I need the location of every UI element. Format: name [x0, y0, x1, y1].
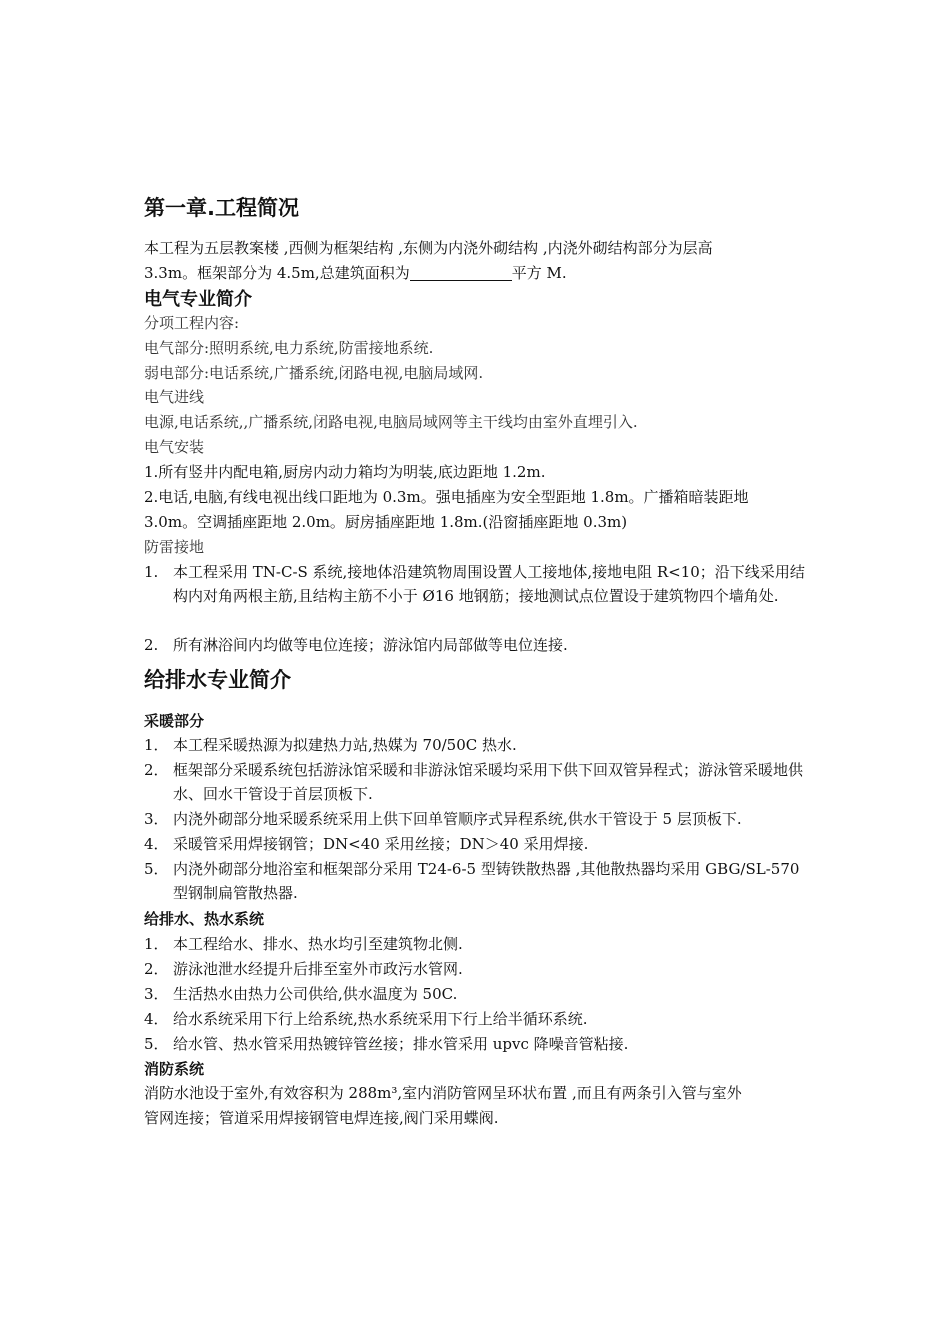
list-number: 3．: [144, 985, 169, 1003]
list-text: 本工程给水、排水、热水均引至建筑物北侧.: [173, 935, 463, 953]
plumbing-title: 给排水专业简介: [144, 668, 291, 692]
list-text: 给水系统采用下行上给系统,热水系统采用下行上给半循环系统.: [173, 1010, 588, 1028]
intro-line-2-text: 3.3m。框架部分为 4.5m,总建筑面积为: [144, 264, 410, 282]
water-item: [144, 1032, 816, 1056]
incoming-label: 电气进线: [144, 388, 205, 406]
intro-line-1: 本工程为五层教案楼 ,西侧为框架结构 ,东侧为内浇外砌结构 ,内浇外砌结构部分为层高: [144, 239, 713, 257]
strong-current-line: 电气部分:照明系统,电力系统,防雷接地系统.: [144, 339, 434, 357]
water-item: [144, 1007, 816, 1031]
water-item: [144, 932, 816, 956]
install-item-2a: 2.电话,电脑,有线电视出线口距地为 0.3m。强电插座为安全型距地 1.8m。广播箱暗装距地: [144, 488, 749, 506]
list-number: 2．: [144, 960, 169, 978]
sub-projects-label: 分项工程内容:: [144, 314, 240, 332]
electrical-title: 电气专业简介: [144, 289, 252, 310]
list-number: 1．: [144, 736, 169, 754]
heating-item: [144, 758, 816, 806]
list-text: 框架部分采暖系统包括游泳馆采暖和非游泳馆采暖均采用下供下回双管异程式；游泳管采暖地供水、回水干管设于首层顶板下.: [173, 761, 804, 803]
list-text: 生活热水由热力公司供给,供水温度为 50C.: [173, 985, 458, 1003]
fire-label: 消防系统: [144, 1060, 205, 1078]
heating-item: [144, 832, 816, 856]
list-number: 5．: [144, 1035, 169, 1053]
list-text: 内浇外砌部分地浴室和框架部分采用 T24-6-5 型铸铁散热器 ,其他散热器均采用 GBG/SL-570 型钢制扁管散热器.: [173, 860, 800, 902]
install-label: 电气安装: [144, 438, 205, 456]
list-number: 4．: [144, 835, 169, 853]
water-item: [144, 982, 816, 1006]
water-label: 给排水、热水系统: [144, 910, 265, 928]
list-text: 所有淋浴间内均做等电位连接；游泳馆内局部做等电位连接.: [173, 636, 568, 654]
fire-line-1: 消防水池设于室外,有效容积为 288m³,室内消防管网呈环状布置 ,而且有两条引入管与室外: [144, 1084, 742, 1102]
heating-label: 采暖部分: [144, 712, 205, 730]
list-number: 1．: [144, 935, 169, 953]
weak-current-line: 弱电部分:电话系统,广播系统,闭路电视,电脑局域网.: [144, 364, 484, 382]
list-number: 4．: [144, 1010, 169, 1028]
grounding-label: 防雷接地: [144, 538, 205, 556]
grounding-item: [144, 560, 816, 608]
list-number: 5．: [144, 860, 169, 878]
list-text: 给水管、热水管采用热镀锌管丝接；排水管采用 upvc 降噪音管粘接.: [173, 1035, 629, 1053]
list-number: 2．: [144, 761, 169, 779]
list-number: 3．: [144, 810, 169, 828]
install-item-1: 1.所有竖井内配电箱,厨房内动力箱均为明装,底边距地 1.2m.: [144, 463, 546, 481]
heating-item: [144, 733, 816, 757]
list-text: 游泳池泄水经提升后排至室外市政污水管网.: [173, 960, 463, 978]
water-item: [144, 957, 816, 981]
list-number: 2.: [144, 636, 159, 654]
list-text: 内浇外砌部分地采暖系统采用上供下回单管顺序式异程系统,供水干管设于 5 层顶板下.: [173, 810, 742, 828]
incoming-text: 电源,电话系统,,广播系统,闭路电视,电脑局域网等主干线均由室外直埋引入.: [144, 413, 638, 431]
area-blank-underline: [410, 263, 512, 281]
list-text: 本工程采用 TN-C-S 系统,接地体沿建筑物周围设置人工接地体,接地电阻 R<10；沿下线采用结构内对角两根主筋,且结构主筋不小于 Ø16 地钢筋；接地测试点位置设于建筑物四个墙角处.: [173, 563, 805, 605]
grounding-item: [144, 633, 816, 657]
list-text: 采暖管采用焊接钢管；DN<40 采用丝接；DN＞40 采用焊接.: [173, 835, 589, 853]
intro-line-2: [144, 261, 816, 285]
heating-item: [144, 807, 816, 831]
fire-line-2: 管网连接；管道采用焊接钢管电焊连接,阀门采用蝶阀.: [144, 1109, 499, 1127]
chapter-title: 第一章.工程简况: [144, 196, 299, 220]
list-text: 本工程采暖热源为拟建热力站,热媒为 70/50C 热水.: [173, 736, 517, 754]
install-item-2b: 3.0m。空调插座距地 2.0m。厨房插座距地 1.8m.(沿窗插座距地 0.3m): [144, 513, 628, 531]
intro-line-2-unit: 平方 M.: [511, 264, 567, 282]
list-number: 1.: [144, 563, 159, 581]
heating-item: [144, 857, 816, 905]
